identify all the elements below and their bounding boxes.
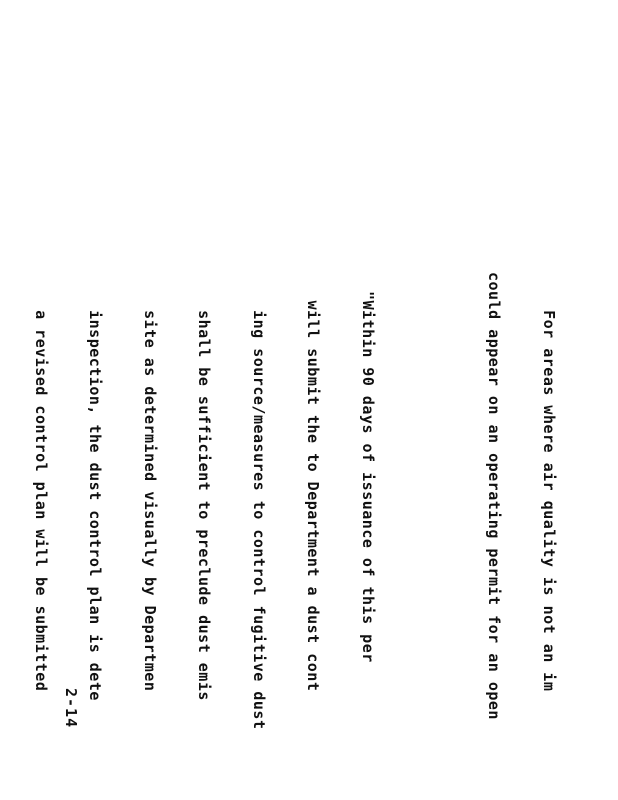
text-line: a revised control plan will be submitted [32, 272, 50, 692]
text-line: "Within 90 days of issuance of this per [359, 272, 377, 663]
text-line: shall be sufficient to preclude dust emis [195, 272, 214, 701]
text-line: inspection, the dust control plan is dete [86, 272, 105, 701]
text-line: could appear on an operating permit for an open [485, 272, 504, 720]
text-line: will submit the to Department a dust cont [304, 272, 323, 692]
text-line: ing source/measures to control fugitive dust [250, 272, 268, 730]
rotated-text-body [0, 272, 618, 800]
paragraph-intro [449, 272, 594, 800]
text-line: For areas where air quality is not an im [540, 272, 558, 692]
page-number: 2-14 [62, 688, 80, 729]
text-line: site as determined visually by Departmen [141, 272, 159, 692]
